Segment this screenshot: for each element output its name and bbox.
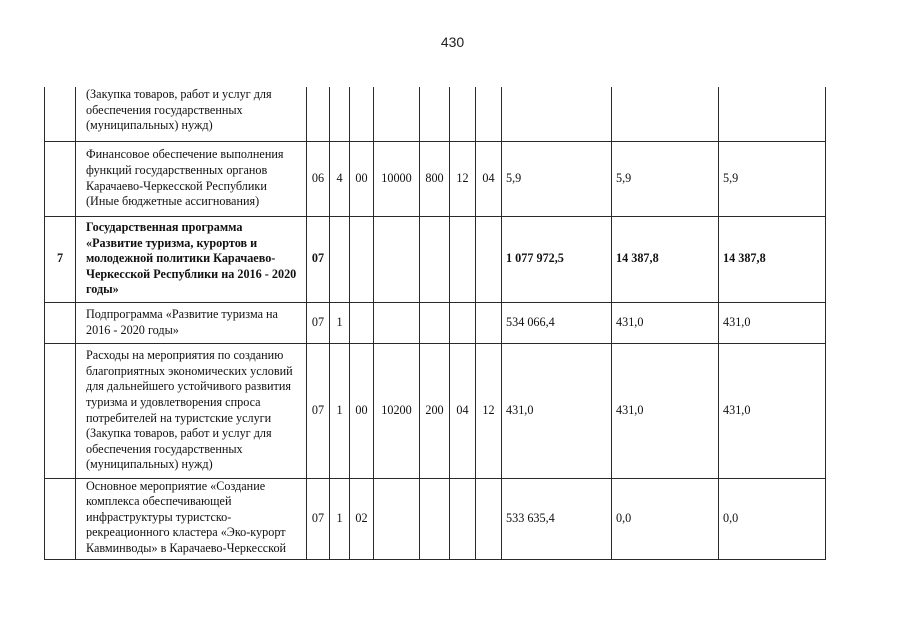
code-expense-type xyxy=(420,216,450,302)
amount-col-2: 14 387,8 xyxy=(612,216,719,302)
code-direction: 10200 xyxy=(374,343,420,478)
code-section: 07 xyxy=(307,216,330,302)
code-expense-type xyxy=(420,478,450,559)
row-description: Государственная программа «Развитие туризма, курортов и молодежной политики Карачаево-Черкесской Республики на 2016 - 2020 годы» xyxy=(76,216,307,302)
code-subdivision xyxy=(476,478,502,559)
table-row xyxy=(45,216,826,302)
row-description: Финансовое обеспечение выполнения функций государственных органов Карачаево-Черкесской Республики (Иные бюджетные ассигнования) xyxy=(76,141,307,216)
code-direction xyxy=(374,216,420,302)
row-number xyxy=(45,141,76,216)
code-event xyxy=(350,216,374,302)
amount-col-3: 431,0 xyxy=(719,343,826,478)
amount-col-2: 5,9 xyxy=(612,141,719,216)
amount-col-2 xyxy=(612,87,719,141)
row-number xyxy=(45,343,76,478)
code-subdivision xyxy=(476,302,502,343)
code-event: 02 xyxy=(350,478,374,559)
code-division: 12 xyxy=(450,141,476,216)
row-description: Подпрограмма «Развитие туризма на 2016 - 2020 годы» xyxy=(76,302,307,343)
code-section: 07 xyxy=(307,302,330,343)
row-description: (Закупка товаров, работ и услуг для обеспечения государственных (муниципальных) нужд) xyxy=(76,87,307,141)
code-subdivision xyxy=(476,87,502,141)
amount-col-1: 1 077 972,5 xyxy=(502,216,612,302)
code-direction xyxy=(374,87,420,141)
table-row xyxy=(45,343,826,478)
code-subprogram xyxy=(330,216,350,302)
amount-col-1: 5,9 xyxy=(502,141,612,216)
code-subdivision: 04 xyxy=(476,141,502,216)
table-row xyxy=(45,302,826,343)
code-section: 07 xyxy=(307,478,330,559)
code-expense-type: 800 xyxy=(420,141,450,216)
code-subdivision: 12 xyxy=(476,343,502,478)
budget-table xyxy=(44,87,826,560)
row-number xyxy=(45,302,76,343)
amount-col-2: 431,0 xyxy=(612,343,719,478)
code-division xyxy=(450,478,476,559)
code-event xyxy=(350,87,374,141)
code-subprogram: 1 xyxy=(330,343,350,478)
row-description: Основное мероприятие «Создание комплекса обеспечивающей инфраструктуры туристско-рекреационного кластера «Эко-курорт Кавминводы» в Карачаево-Черкесской xyxy=(76,478,307,559)
code-division xyxy=(450,87,476,141)
amount-col-3: 431,0 xyxy=(719,302,826,343)
code-subprogram xyxy=(330,87,350,141)
code-subprogram: 1 xyxy=(330,302,350,343)
amount-col-2: 431,0 xyxy=(612,302,719,343)
code-section xyxy=(307,87,330,141)
code-section: 07 xyxy=(307,343,330,478)
amount-col-1: 533 635,4 xyxy=(502,478,612,559)
code-event xyxy=(350,302,374,343)
code-event: 00 xyxy=(350,141,374,216)
table-row xyxy=(45,478,826,559)
code-expense-type xyxy=(420,87,450,141)
table-row xyxy=(45,87,826,141)
amount-col-1: 534 066,4 xyxy=(502,302,612,343)
row-number xyxy=(45,87,76,141)
page-number: 430 xyxy=(440,34,465,50)
amount-col-1: 431,0 xyxy=(502,343,612,478)
table-row xyxy=(45,141,826,216)
amount-col-1 xyxy=(502,87,612,141)
row-number: 7 xyxy=(45,216,76,302)
code-subprogram: 1 xyxy=(330,478,350,559)
row-description: Расходы на мероприятия по созданию благоприятных экономических условий для дальнейшего устойчивого развития туризма и удовлетворения спроса потребителей на туристские услуги (Закупка товаров, работ и услуг для обеспечения государственных (муниципальных) нужд) xyxy=(76,343,307,478)
row-number xyxy=(45,478,76,559)
code-direction xyxy=(374,478,420,559)
amount-col-3: 14 387,8 xyxy=(719,216,826,302)
amount-col-3 xyxy=(719,87,826,141)
amount-col-3: 0,0 xyxy=(719,478,826,559)
code-event: 00 xyxy=(350,343,374,478)
code-expense-type: 200 xyxy=(420,343,450,478)
code-subprogram: 4 xyxy=(330,141,350,216)
code-division xyxy=(450,302,476,343)
amount-col-2: 0,0 xyxy=(612,478,719,559)
code-division xyxy=(450,216,476,302)
amount-col-3: 5,9 xyxy=(719,141,826,216)
code-direction: 10000 xyxy=(374,141,420,216)
code-division: 04 xyxy=(450,343,476,478)
code-direction xyxy=(374,302,420,343)
code-expense-type xyxy=(420,302,450,343)
code-section: 06 xyxy=(307,141,330,216)
code-subdivision xyxy=(476,216,502,302)
